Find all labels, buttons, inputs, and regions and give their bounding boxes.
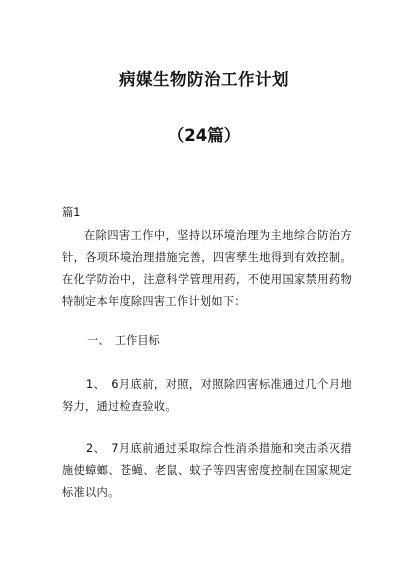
document-title: 病媒生物防治工作计划 bbox=[119, 70, 289, 89]
document-subtitle: （24篇） bbox=[167, 126, 241, 145]
goal-item-1: 1、 6月底前，对照，对照除四害标准通过几个月地努力，通过检查验收。 bbox=[62, 378, 352, 413]
goal-item-2: 2、 7月底前通过采取综合性消杀措施和突击杀灭措施使蟑螂、苍蝇、老鼠、蚊子等四害密度控制在国家规定标准以内。 bbox=[62, 442, 352, 499]
article-label: 篇1 bbox=[62, 206, 81, 219]
intro-paragraph: 在除四害工作中，坚持以环境治理为主地综合防治方针，各项环境治理措施完善，四害孳生地得到有效控制。在化学防治中，注意科学管理用药，不使用国家禁用药物特制定本年度除四害工作计划如下： bbox=[62, 229, 352, 308]
section-heading: 一、 工作目标 bbox=[87, 334, 160, 347]
